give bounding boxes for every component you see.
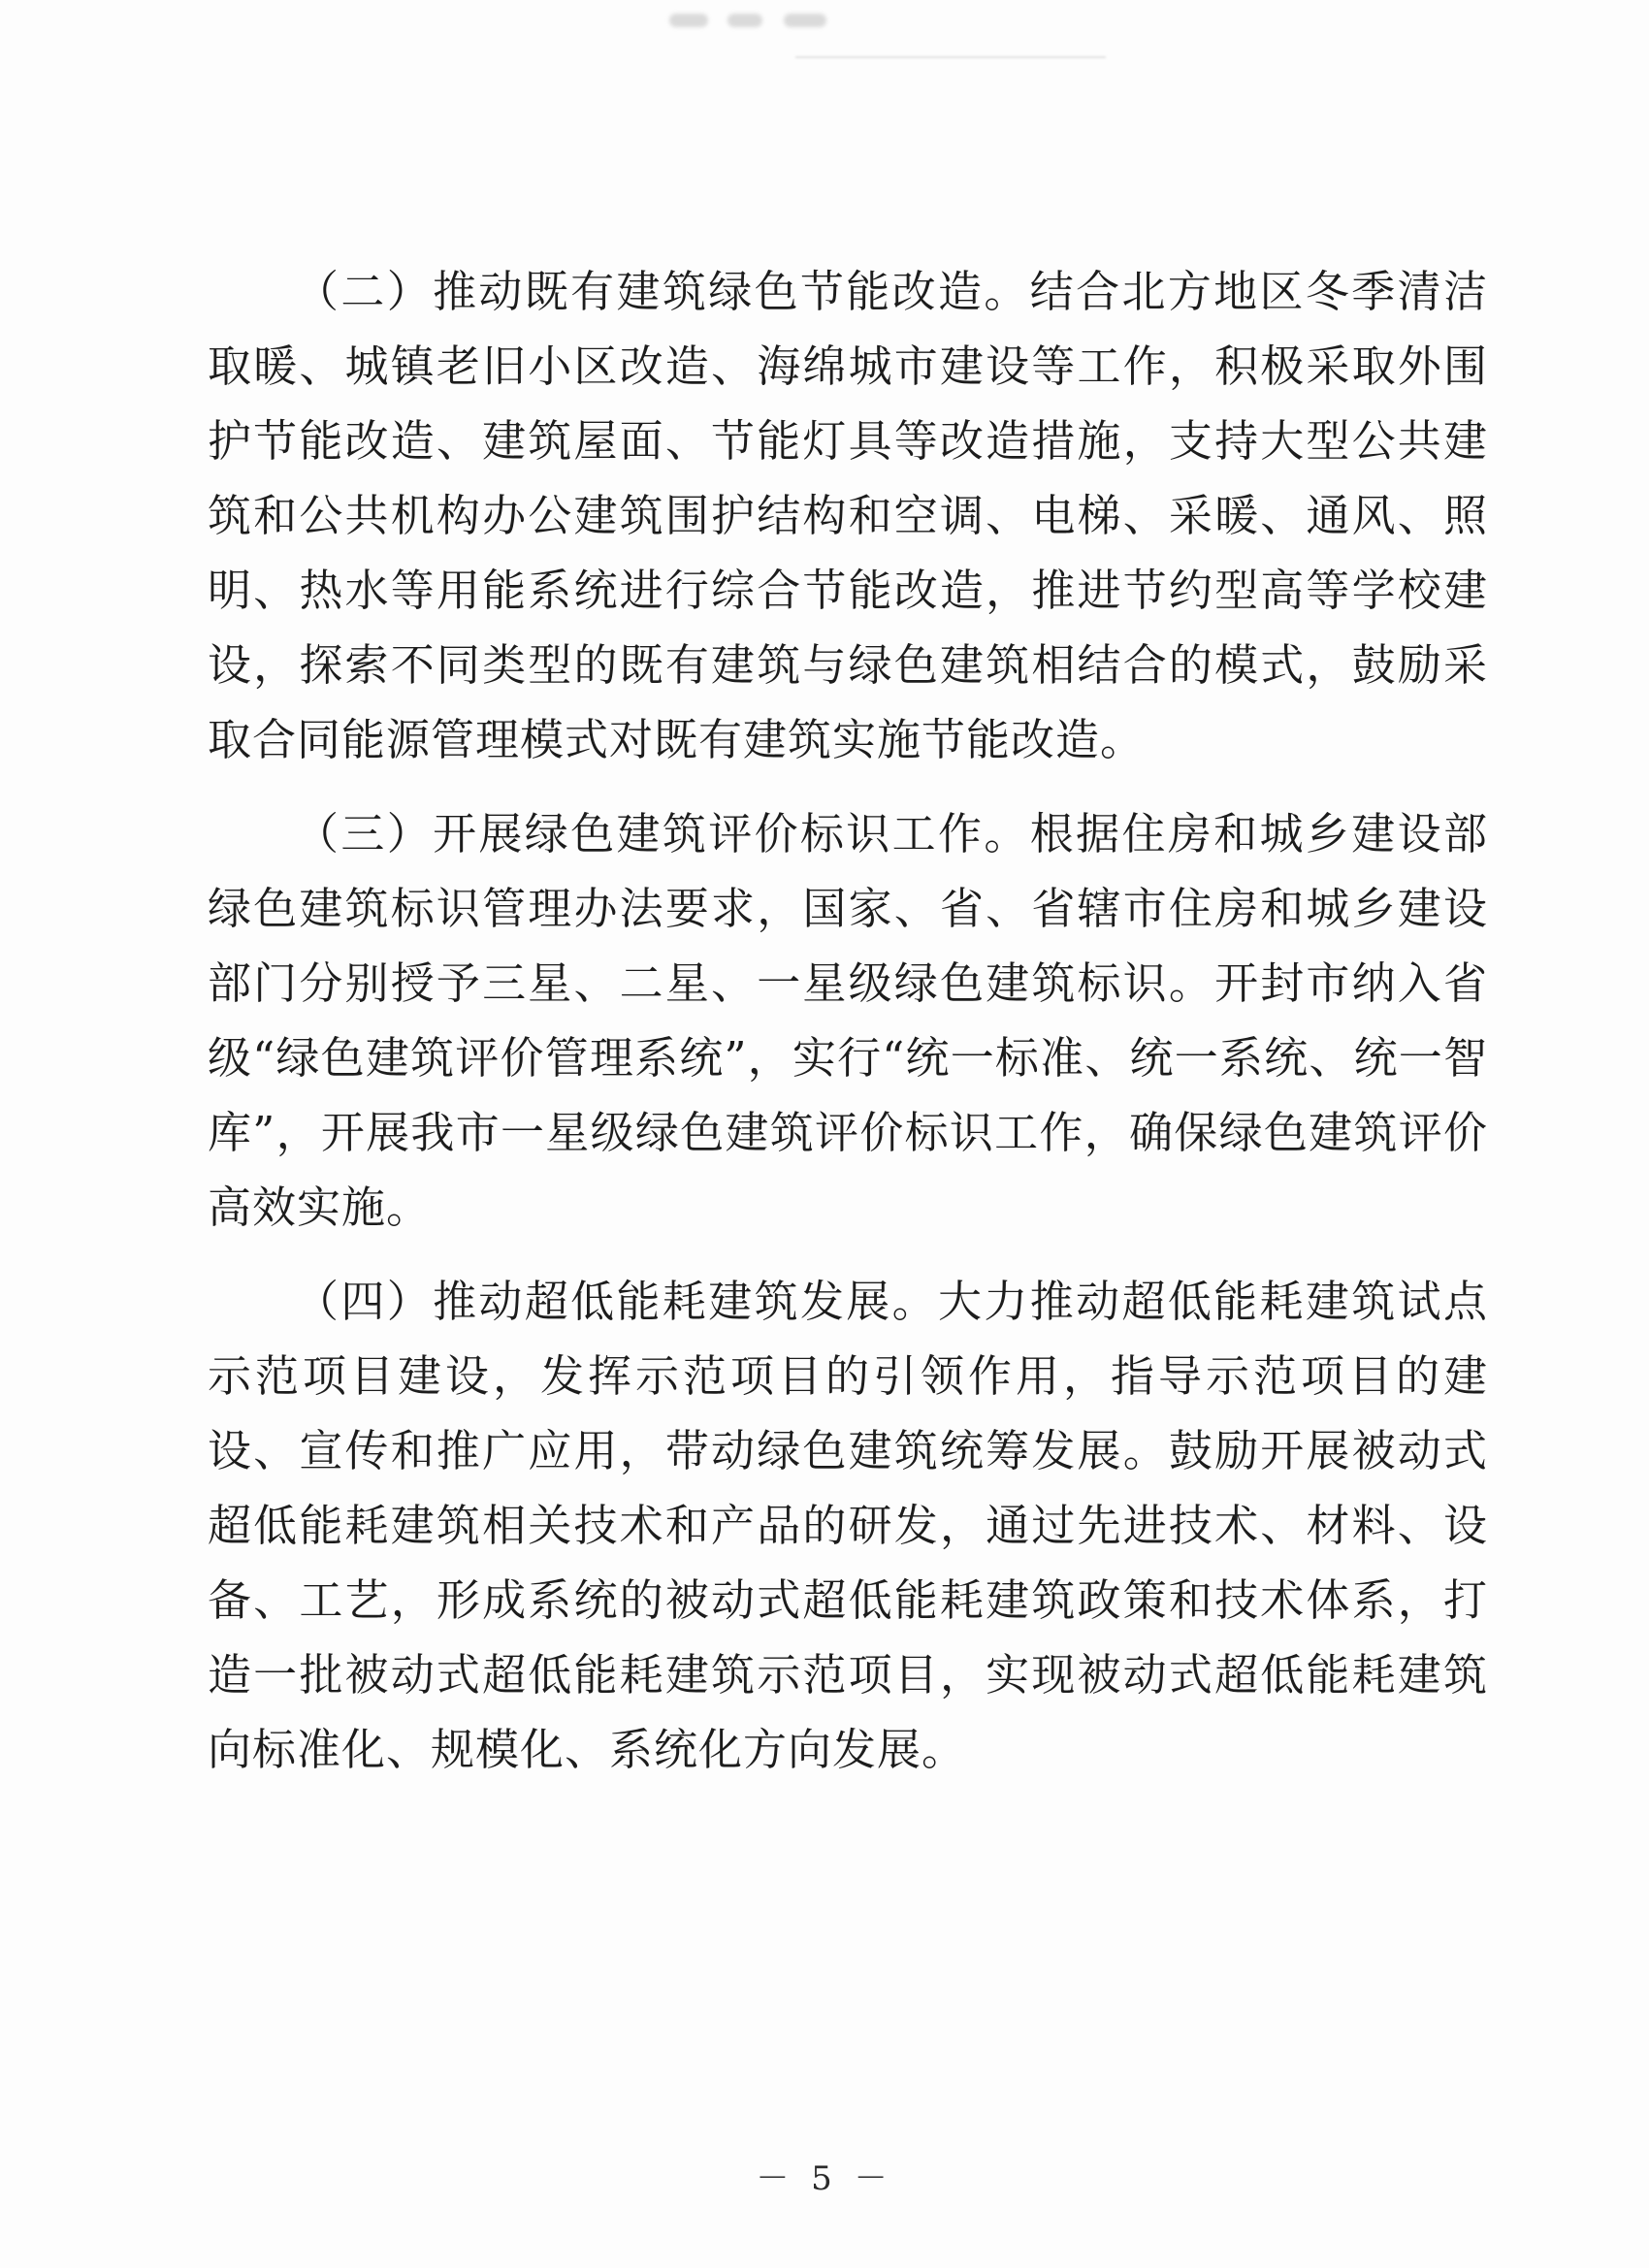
paragraph-green-building-labeling [208, 796, 1488, 1245]
paragraph-text: 大力推动超低能耗建筑试点示范项目建设，发挥示范项目的引领作用，指导示范项目的建设、宣传和推广应用，带动绿色建筑统筹发展。鼓励开展被动式超低能耗建筑相关技术和产品的研发，通过先进技术、材料、设备、工艺，形成系统的被动式超低能耗建筑政策和技术体系，打造一批被动式超低能耗建筑示范项目，实现被动式超低能耗建筑向标准化、规模化、系统化方向发展。 [208, 1276, 1488, 1775]
page-number: － 5 － [756, 2159, 893, 2198]
document-body [208, 254, 1488, 1806]
section-heading: （二）推动既有建筑绿色节能改造。 [295, 266, 1030, 317]
paragraph-text: 根据住房和城乡建设部绿色建筑标识管理办法要求，国家、省、省辖市住房和城乡建设部门分别授予三星、二星、一星级绿色建筑标识。开封市纳入省级“绿色建筑评价管理系统”，实行“统一标准、统一系统、统一智库”，开展我市一星级绿色建筑评价标识工作，确保绿色建筑评价高效实施。 [208, 808, 1488, 1233]
scan-bleed-line [795, 56, 1106, 58]
paragraph-existing-building-retrofit [208, 254, 1488, 777]
scan-artifact-top [669, 8, 834, 33]
section-heading: （三）开展绿色建筑评价标识工作。 [295, 808, 1030, 859]
section-heading: （四）推动超低能耗建筑发展。 [295, 1276, 939, 1327]
paragraph-ultra-low-energy-buildings [208, 1264, 1488, 1787]
paragraph-text: 结合北方地区冬季清洁取暖、城镇老旧小区改造、海绵城市建设等工作，积极采取外围护节能改造、建筑屋面、节能灯具等改造措施，支持大型公共建筑和公共机构办公建筑围护结构和空调、电梯、采暖、通风、照明、热水等用能系统进行综合节能改造，推进节约型高等学校建设，探索不同类型的既有建筑与绿色建筑相结合的模式，鼓励采取合同能源管理模式对既有建筑实施节能改造。 [208, 266, 1488, 765]
